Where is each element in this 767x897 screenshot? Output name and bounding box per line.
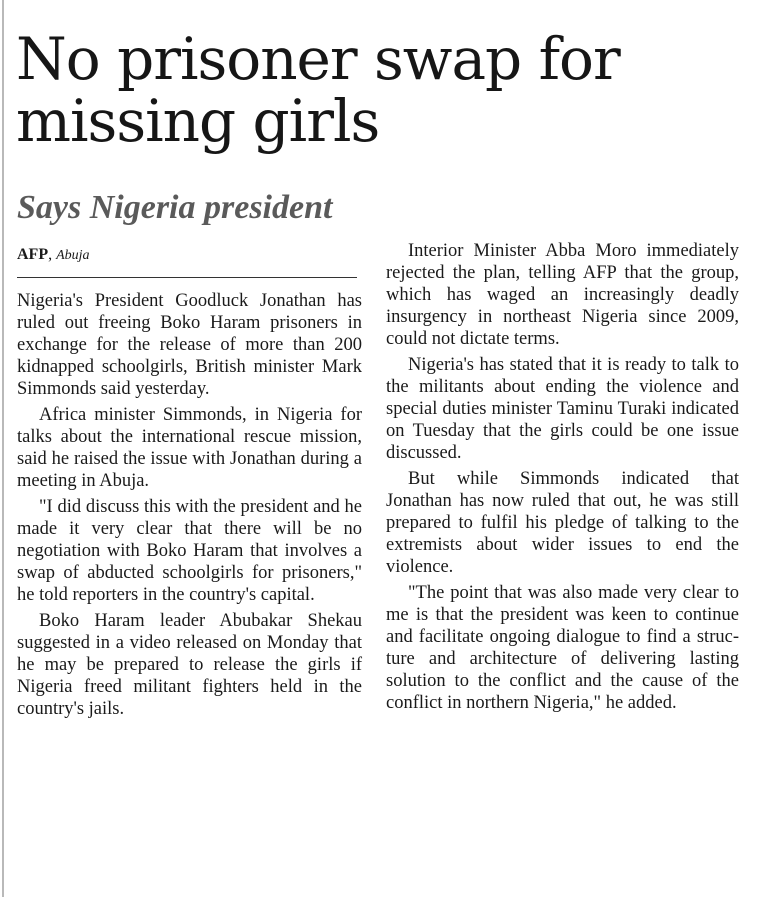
byline (17, 244, 90, 267)
article-paragraph: Africa minister Simmonds, in Nigeria for talks about the international rescue mission, said he raised the issue with Jonathan during a meeting in Abuja. (17, 405, 362, 491)
article-paragraph: "I did discuss this with the president and he made it very clear that there will be no negotiation with Boko Haram that involves a swap of abducted schoolgirls for prisoners," he told reporters in the country's capital. (17, 497, 362, 605)
byline-agency: AFP (17, 246, 49, 263)
article-paragraph: Nigeria's President Goodluck Jonathan has ruled out freeing Boko Haram prisoners in exchange for the release of more than 200 kidnapped schoolgirls, British minister Mark Simmonds said yesterday. (17, 291, 362, 399)
headline: No prisoner swap for missing girls (16, 25, 620, 155)
article-paragraph: "The point that was also made very clear to me is that the president was keen to continue and facilitate ongoing dialogue to find a structure and architecture of delivering lasting solution to the conflict and the cause of the conflict in northern Nigeria," he added. (386, 583, 739, 713)
article-paragraph: Nigeria's has stated that it is ready to talk to the militants about ending the violence and special duties minister Taminu Turaki indicated on Tuesday that the girls could be one issue discussed. (386, 355, 739, 463)
column-divider-line (2, 0, 4, 897)
article-column-right (386, 240, 739, 718)
byline-location: Abuja (56, 248, 90, 263)
article-paragraph: Boko Haram leader Abubakar Shekau suggested in a video released on Monday that he may be prepared to release the girls if Nigeria freed militant fighters held in the country's jails. (17, 611, 362, 719)
article-column-left (17, 290, 362, 724)
byline-rule (17, 277, 357, 278)
article-paragraph: Interior Minister Abba Moro immediately rejected the plan, telling AFP that the group, which has waged an increasingly deadly insurgency in northeast Nigeria since 2009, could not dictate terms. (386, 241, 739, 349)
subheadline: Says Nigeria president (17, 189, 333, 226)
byline-separator: , (48, 246, 53, 263)
article-paragraph: But while Simmonds indicated that Jonathan has now ruled that out, he was still prepared to fulfil his pledge of talking to the extremists about wider issues to end the violence. (386, 469, 739, 577)
